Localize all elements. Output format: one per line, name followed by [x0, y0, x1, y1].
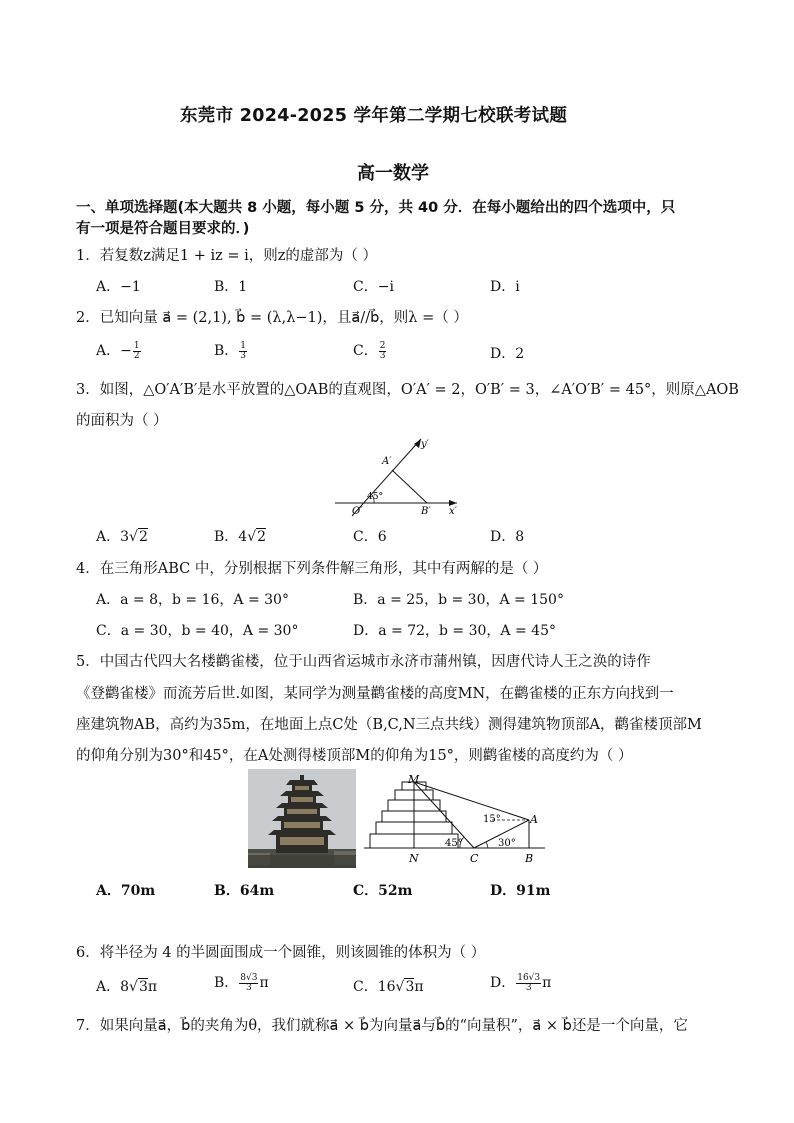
question-5-line3: 座建筑物AB，高约为35m，在地面上点C处（B,C,N三点共线）测得建筑物顶部A，鹳雀楼顶部M — [76, 717, 702, 733]
q6-option-d: D． $\frac{16√3}{3}$ π — [490, 972, 552, 993]
q1-option-c: C．−i — [353, 279, 394, 295]
question-4-stem: 4．在三角形ABC 中，分别根据下列条件解三角形，其中有两解的是（ ） — [76, 561, 548, 577]
q3-oblique-figure — [330, 432, 470, 522]
subject-title: 高一数学 — [357, 163, 429, 184]
angle-15-label: 15° — [483, 814, 501, 825]
q5-option-a: A．70m — [96, 883, 156, 899]
q3-option-c: C．6 — [353, 529, 387, 545]
question-5-line2: 《登鹳雀楼》而流芳后世.如图，某同学为测量鹳雀楼的高度MN，在鹳雀楼的正东方向找到一 — [76, 686, 674, 702]
q1-option-a: A．−1 — [96, 279, 141, 295]
question-5-line4: 的仰角分别为30°和45°，在A处测得楼顶部M的仰角为15°，则鹳雀楼的高度约为（ ） — [76, 748, 633, 764]
q5-geometry-figure — [362, 772, 548, 868]
question-6-stem: 6．将半径为 4 的半圆面围成一个圆锥，则该圆锥的体积为（ ） — [76, 945, 486, 961]
y-axis-line — [352, 439, 421, 516]
q4-option-b: B．a = 25，b = 30，A = 150° — [353, 592, 564, 608]
question-5-line1: 5．中国古代四大名楼鹳雀楼，位于山西省运城市永济市蒲州镇，因唐代诗人王之涣的诗作 — [76, 654, 651, 670]
q2-option-c: C． $\frac{2}{3}$ — [353, 340, 386, 361]
x-axis-label: x′ — [449, 506, 457, 517]
q4-option-a: A．a = 8，b = 16，A = 30° — [96, 592, 289, 608]
angle-label: 45° — [367, 492, 383, 502]
q3-option-a: A．3√2 — [96, 529, 148, 545]
point-a-label: A′ — [382, 456, 392, 467]
q6-option-b: B． $\frac{8√3}{3}$ π — [214, 972, 269, 993]
question-3-stem-line2: 的面积为（ ） — [76, 413, 168, 429]
exam-title: 东莞市 2024-2025 学年第二学期七校联考试题 — [180, 106, 568, 126]
q1-option-d: D．i — [490, 279, 520, 295]
q5-option-c: C．52m — [353, 883, 413, 899]
q6-option-c: C．16√3π — [353, 979, 424, 995]
segment-a-b — [392, 470, 427, 503]
point-b-label: B′ — [421, 506, 431, 517]
point-c-label: C — [470, 852, 479, 865]
point-a-label: A — [530, 813, 538, 826]
y-axis-arrow — [414, 439, 421, 448]
q1-option-b: B．1 — [214, 279, 248, 295]
point-n-label: N — [409, 852, 419, 865]
q4-option-c: C．a = 30，b = 40，A = 30° — [96, 623, 299, 639]
q2-option-b: B． $\frac{1}{3}$ — [214, 340, 247, 361]
question-7-stem: 7．如果向量a⃗，b⃗的夹角为θ，我们就称a⃗ × b⃗为向量a⃗与b⃗的“向量积”，a⃗ × b⃗还是一个向量，它 — [76, 1018, 688, 1034]
q2-option-d: D．2 — [490, 346, 525, 362]
q4-option-d: D．a = 72，b = 30，A = 45° — [353, 623, 556, 639]
question-3-stem-line1: 3．如图，△O′A′B′是水平放置的△OAB的直观图，O′A′ = 2，O′B′ = 3，∠A′O′B′ = 45°，则原△AOB — [76, 382, 739, 398]
q6-option-a: A．8√3π — [96, 979, 158, 995]
question-1-stem: 1．若复数z满足1 + iz = i，则z的虚部为（ ） — [76, 248, 377, 264]
tower-photo — [248, 769, 356, 868]
angle-45-label: 45° — [445, 838, 463, 849]
point-b-label: B — [525, 852, 534, 865]
q5-option-b: B．64m — [214, 883, 275, 899]
q2-option-a: A．− $\frac{1}{2}$ — [96, 340, 140, 361]
q3-option-b: B．4√2 — [214, 529, 267, 545]
y-axis-label: y′ — [421, 439, 429, 450]
angle-30-label: 30° — [498, 838, 516, 849]
section-heading-line2: 有一项是符合题目要求的．) — [76, 221, 250, 237]
q3-option-d: D．8 — [490, 529, 525, 545]
point-m-label: M — [408, 773, 420, 786]
section-heading-line1: 一、单项选择题(本大题共 8 小题，每小题 5 分，共 40 分．在每小题给出的四个选项中，只 — [76, 200, 676, 216]
q5-option-d: D．91m — [490, 883, 551, 899]
question-2-stem: 2．已知向量 a⃗ = (2,1), b⃗ = (λ,λ−1)，且a⃗//b⃗，则λ =（ ） — [76, 310, 468, 326]
point-o-label: O′ — [352, 506, 363, 517]
